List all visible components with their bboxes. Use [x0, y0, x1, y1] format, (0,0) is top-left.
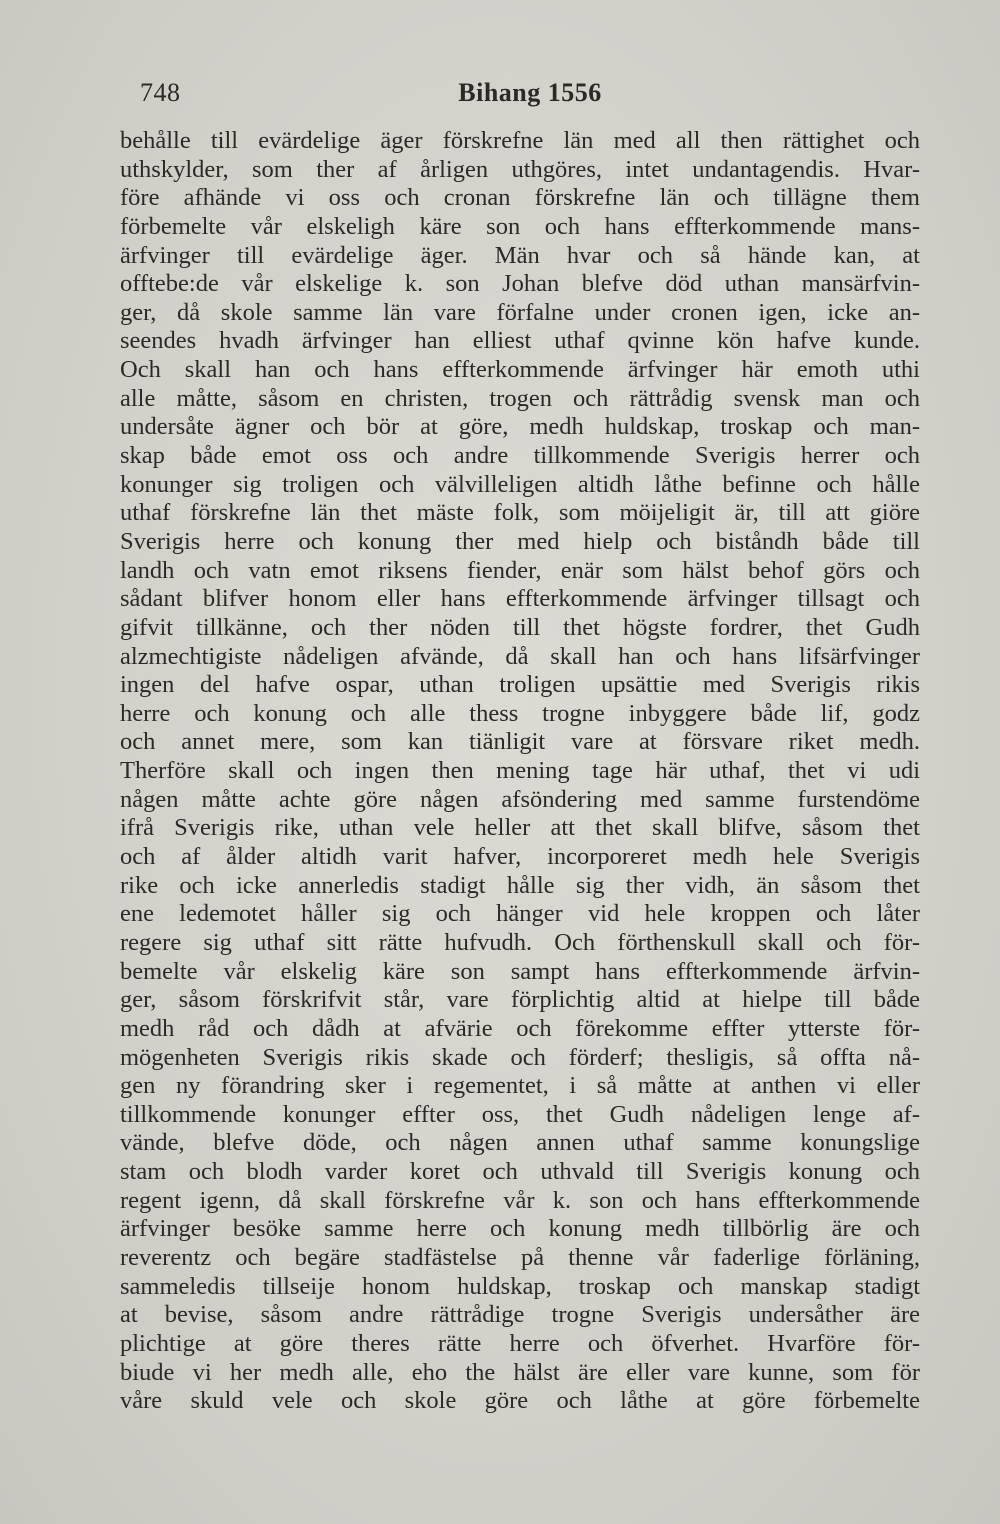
text-line: behålle till evärdelige äger förskrefne län med all then rättighet och: [120, 127, 920, 154]
text-line: sådant blifver honom eller hans effterkommende ärfvinger tillsagt och: [120, 585, 920, 613]
text-line: och af ålder altidh varit hafver, incorporeret medh hele Sverigis: [120, 843, 920, 871]
text-line: medh råd och dådh at afvärie och förekomme effter ytterste för-: [120, 1014, 920, 1042]
text-line: undersåte ägner och bör at göre, medh huldskap, troskap och man-: [120, 413, 920, 441]
text-line: Och skall han och hans effterkommende ärfvinger här emoth uthi: [120, 356, 920, 384]
body-text: [120, 127, 920, 1416]
text-line: rike och icke annerledis stadigt hålle sig ther vidh, än såsom thet: [120, 871, 920, 899]
text-line: skap både emot oss och andre tillkommende Sverigis herrer och: [120, 442, 920, 470]
text-line: offtebe:de vår elskelige k. son Johan blefve död uthan mansärfvin-: [120, 270, 920, 298]
text-line: någen måtte achte göre någen afsöndering med samme furstendöme: [120, 785, 920, 813]
running-title: Bihang 1556: [458, 78, 602, 107]
text-line: vände, blefve döde, och någen annen uthaf samme konungslige: [120, 1129, 920, 1157]
text-line: sammeledis tillseije honom huldskap, troskap och manskap stadigt: [120, 1272, 920, 1300]
text-line: ifrå Sverigis rike, uthan vele heller att thet skall blifve, såsom thet: [120, 814, 920, 842]
text-line: tillkommende konunger effter oss, thet Gudh nådeligen lenge af-: [120, 1100, 920, 1128]
text-line: reverentz och begäre stadfästelse på thenne vår faderlige förläning,: [120, 1243, 920, 1271]
text-line: seendes hvadh ärfvinger han elliest uthaf qvinne kön hafve kunde.: [120, 327, 920, 355]
text-line: biude vi her medh alle, eho the hälst äre eller vare kunne, som för: [120, 1358, 920, 1386]
text-line: at bevise, såsom andre rättrådige trogne Sverigis undersåther äre: [120, 1301, 920, 1329]
text-line: gen ny förandring sker i regementet, i så måtte at anthen vi eller: [120, 1072, 920, 1100]
text-line: landh och vatn emot riksens fiender, enär som hälst behof görs och: [120, 556, 920, 584]
text-line: alle måtte, såsom en christen, trogen och rättrådig svensk man och: [120, 384, 920, 412]
text-line: ärfvinger besöke samme herre och konung medh tillbörlig äre och: [120, 1215, 920, 1243]
text-line: Sverigis herre och konung ther med hielp och biståndh både till: [120, 527, 920, 555]
text-line: uthskylder, som ther af årligen uthgöres, intet undantagendis. Hvar-: [120, 155, 920, 183]
text-line: konunger sig troligen och välvilleligen altidh låthe befinne och hålle: [120, 470, 920, 498]
text-line: våre skuld vele och skole göre och låthe at göre förbemelte: [120, 1387, 920, 1415]
text-line: stam och blodh varder koret och uthvald till Sverigis konung och: [120, 1158, 920, 1186]
text-line: ger, då skole samme län vare förfalne under cronen igen, icke an-: [120, 298, 920, 326]
text-line: ene ledemotet håller sig och hänger vid hele kroppen och låter: [120, 900, 920, 928]
text-line: herre och konung och alle thess trogne inbyggere både lif, godz: [120, 699, 920, 727]
text-line: uthaf förskrefne län thet mäste folk, som möijeligit är, till att giöre: [120, 499, 920, 527]
text-line: ger, såsom förskrifvit står, vare förplichtig altid at hielpe till både: [120, 986, 920, 1014]
page-header: [140, 78, 920, 118]
text-line: regent igenn, då skall förskrefne vår k. son och hans effterkommende: [120, 1186, 920, 1214]
text-line: alzmechtigiste nådeligen afvände, då skall han och hans lifsärfvinger: [120, 642, 920, 670]
text-line: före afhände vi oss och cronan förskrefne län och tillägne them: [120, 184, 920, 212]
text-line: förbemelte vår elskeligh käre son och hans effterkommende mans-: [120, 212, 920, 240]
text-line: Therföre skall och ingen then mening tage här uthaf, thet vi udi: [120, 757, 920, 785]
text-line: bemelte vår elskelig käre son sampt hans effterkommende ärfvin-: [120, 957, 920, 985]
text-line: plichtige at göre theres rätte herre och öfverhet. Hvarföre för-: [120, 1329, 920, 1357]
text-line: ingen del hafve ospar, uthan troligen upsättie med Sverigis rikis: [120, 671, 920, 699]
text-line: regere sig uthaf sitt rätte hufvudh. Och förthenskull skall och för-: [120, 928, 920, 956]
text-line: ärfvinger till evärdelige äger. Män hvar och så hände kan, at: [120, 241, 920, 269]
text-line: och annet mere, som kan tiänligit vare at försvare riket medh.: [120, 728, 920, 756]
text-line: gifvit tillkänne, och ther nöden till thet högste fordrer, thet Gudh: [120, 613, 920, 641]
text-line: mögenheten Sverigis rikis skade och förderf; thesligis, så offta nå-: [120, 1043, 920, 1071]
page-number: 748: [140, 78, 181, 107]
